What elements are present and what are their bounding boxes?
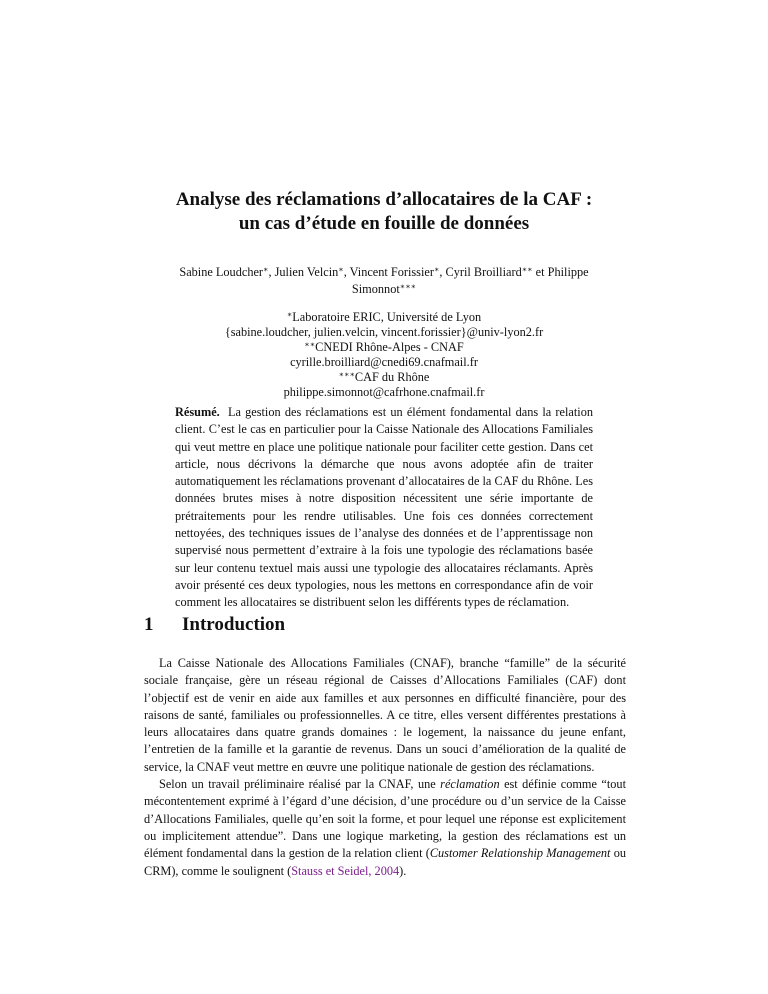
affiliation-name	[150, 340, 618, 355]
paragraph: La Caisse Nationale des Allocations Familiales (CNAF), branche “famille” de la sécurité sociale française, gère un réseau régional de Caisses d’Allocations Familiales (CAF) dont l’objectif est de venir en aide aux familles et aux personnes en difficulté financière, pour des raisons de santé, familiales ou professionnelles. A ce titre, elles versent différentes prestations à leurs allocataires dans quatre grands domaines : le logement, la naissance du jeune enfant, l’entretien de la famille et la garantie de revenus. Dans un souci d’amélioration de la qualité de service, la CNAF veut mettre en œuvre une politique nationale de gestion des réclamations.	[144, 656, 626, 774]
text-run: Selon un travail préliminaire réalisé par la CNAF, une	[159, 777, 436, 792]
author-name: Sabine Loudcher	[179, 265, 264, 279]
affiliation-mark: ∗∗	[304, 340, 316, 349]
section-heading	[144, 613, 624, 637]
text-run: ou CRM), comme le soulignent (	[144, 846, 627, 878]
author-mark: ∗	[338, 265, 344, 274]
affiliation-label: CAF du Rhône	[354, 370, 430, 384]
author-conjunction: et	[535, 265, 545, 279]
title-line-1: Analyse des réclamations d’allocataires de la CAF :	[175, 189, 593, 210]
text-run: ).	[399, 863, 407, 878]
author-mark: ∗	[263, 265, 269, 274]
abstract-label: Résumé.	[175, 405, 220, 419]
affiliation-label: CNEDI Rhône-Alpes - CNAF	[315, 340, 464, 354]
affiliation-mark: ∗	[286, 310, 293, 319]
title-line-2: un cas d’étude en fouille de données	[238, 213, 530, 234]
section-number: 1	[144, 614, 154, 635]
abstract	[175, 404, 593, 612]
affiliation-mark: ∗∗∗	[338, 370, 355, 379]
author-name: Philippe Simonnot	[351, 265, 589, 296]
author-mark: ∗∗∗	[399, 282, 417, 291]
author-mark: ∗	[433, 265, 440, 274]
affiliation-email: cyrille.broilliard@cnedi69.cnafmail.fr	[290, 355, 478, 369]
author-name: Cyril Broilliard	[445, 265, 522, 279]
paper-title	[100, 188, 668, 236]
emphasis-term: Customer Relationship Management	[429, 846, 611, 861]
affiliations	[150, 310, 618, 400]
text-run: est définie comme “tout mécontentement exprimé à l’égard d’une décision, d’une procédure ou d’un service de la Caisse d’Allocations Familiales, quelle qu’en soit la forme, et pour lequel une réponse est explicitement ou implicitement attendue”. Dans une logique marketing, la gestion des réclamations est un élément fondamental dans la gestion de la relation client (	[144, 777, 626, 861]
section-title: Introduction	[182, 614, 286, 635]
affiliation-name	[150, 370, 618, 385]
author-list: Sabine Loudcher∗, Julien Velcin∗, Vincent Forissier∗, Cyril Broilliard∗∗ et Philippe Simonnot∗∗∗	[179, 265, 589, 296]
author-name: Vincent Forissier	[349, 265, 434, 279]
emphasis-term: réclamation	[440, 777, 500, 792]
affiliation-email: philippe.simonnot@cafrhone.cnafmail.fr	[283, 385, 485, 399]
affiliation-name	[150, 310, 618, 325]
body-text	[144, 655, 626, 880]
abstract-text: La gestion des réclamations est un élément fondamental dans la relation client. C’est le cas en particulier pour la Caisse Nationale des Allocations Familiales qui veut mettre en place une politique nationale pour faciliter cette gestion. Dans cet article, nous décrivons la démarche que nous avons adoptée afin de traiter automatiquement les réclamations provenant d’allocataires de la CAF du Rhône. Les données brutes mises à notre disposition nécessitent une série importante de prétraitements pour les rendre utilisables. Une fois ces données correctement nettoyées, des techniques issues de l’analyse des données et de l’apprentissage non supervisé nous permettent d’extraire à la fois une typologie des réclamations basée sur leur contenu textuel mais aussi une typologie des allocataires réclamants. Après avoir présenté ces deux typologies, nous les mettons en correspondance afin de voir comment les allocataires se distribuent selon les différents types de réclamation.	[175, 405, 593, 610]
affiliation-email: {sabine.loudcher, julien.velcin, vincent.forissier}@univ-lyon2.fr	[224, 325, 544, 339]
citation-link[interactable]: Stauss et Seidel, 2004	[291, 863, 400, 878]
paragraph	[144, 776, 626, 880]
affiliation-label: Laboratoire ERIC, Université de Lyon	[292, 310, 482, 324]
author-name: Julien Velcin	[274, 265, 339, 279]
author-mark: ∗∗	[521, 265, 533, 274]
